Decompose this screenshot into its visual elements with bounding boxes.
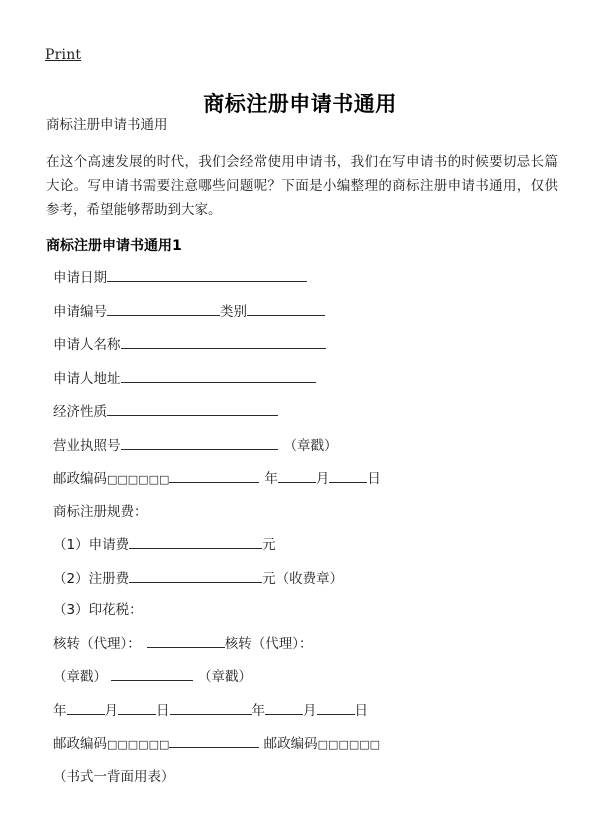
field-label: 经济性质 bbox=[53, 404, 107, 420]
field-label-secondary: 核转（代理）： bbox=[224, 635, 313, 652]
field-label: 申请日期 bbox=[53, 270, 107, 286]
intro-paragraph: 在这个高速发展的时代，我们会经常使用申请书，我们在写申请书的时候要切忌长篇大论。写申请书需要注意哪些问题呢？下面是小编整理的商标注册申请书通用，仅供参考，希望能够帮助到大家。 bbox=[46, 154, 558, 218]
field-label-year: 年 bbox=[264, 471, 278, 487]
field-suffix-unit: 元 bbox=[262, 537, 276, 553]
fill-in-line[interactable] bbox=[265, 701, 303, 715]
application-form-fields bbox=[46, 268, 558, 785]
fill-in-line[interactable] bbox=[121, 335, 326, 349]
fill-in-line[interactable] bbox=[129, 569, 262, 583]
field-label: 申请人名称 bbox=[53, 337, 121, 353]
field-label: 申请人地址 bbox=[53, 370, 121, 387]
form-row-application-date bbox=[53, 268, 558, 286]
field-label-month: 月 bbox=[315, 471, 330, 487]
form-row-economic-nature bbox=[53, 402, 558, 420]
fill-in-line[interactable] bbox=[107, 268, 307, 282]
fill-in-line[interactable] bbox=[278, 469, 316, 483]
form-row-footnote bbox=[53, 769, 558, 785]
field-label: （2）注册费 bbox=[53, 570, 130, 587]
field-label-year-2: 年 bbox=[251, 702, 265, 719]
fill-in-line[interactable] bbox=[67, 701, 105, 715]
postal-code-boxes[interactable]: □□□□□□ bbox=[107, 473, 170, 486]
field-label-secondary: 邮政编码 bbox=[259, 736, 318, 752]
fill-in-line[interactable] bbox=[170, 701, 252, 715]
field-label-secondary: 类别 bbox=[220, 303, 247, 320]
print-link[interactable]: Print bbox=[45, 47, 82, 63]
page-title: 商标注册申请书通用 bbox=[203, 92, 397, 117]
field-label-day-2: 日 bbox=[354, 702, 368, 719]
field-label: （1）申请费 bbox=[53, 537, 130, 553]
fill-in-line[interactable] bbox=[107, 402, 278, 416]
fill-in-line[interactable] bbox=[147, 634, 225, 648]
form-row-application-number bbox=[53, 302, 558, 320]
form-row-fee-heading bbox=[53, 504, 558, 520]
form-row-dates bbox=[53, 701, 558, 719]
document-subtitle: 商标注册申请书通用 bbox=[46, 117, 168, 133]
fill-in-line[interactable] bbox=[118, 701, 156, 715]
form-row-seal bbox=[53, 667, 558, 685]
fill-in-line[interactable] bbox=[169, 469, 259, 483]
field-label-day: 日 bbox=[367, 471, 381, 487]
field-label-month-2: 月 bbox=[303, 702, 317, 719]
section-heading: 商标注册申请书通用1 bbox=[46, 238, 182, 254]
form-row-applicant-address bbox=[53, 369, 558, 387]
field-label: （书式一背面用表） bbox=[53, 768, 175, 785]
field-label: 邮政编码 bbox=[53, 736, 107, 752]
field-suffix-seal: （章戳） bbox=[283, 437, 338, 454]
field-label: 商标注册规费： bbox=[53, 503, 148, 520]
form-row-transfer-agent bbox=[53, 634, 558, 652]
form-row-applicant-name bbox=[53, 335, 558, 353]
field-suffix-unit: 元（收费章） bbox=[262, 570, 344, 587]
field-label: 营业执照号 bbox=[53, 437, 121, 454]
field-label: （3）印花税： bbox=[53, 602, 143, 618]
field-label: 核转（代理）： bbox=[53, 635, 141, 652]
field-label: （章戳） bbox=[53, 669, 107, 685]
fill-in-line[interactable] bbox=[247, 302, 325, 316]
postal-code-boxes[interactable]: □□□□□□ bbox=[107, 738, 170, 751]
fill-in-line[interactable] bbox=[317, 701, 355, 715]
field-label-year: 年 bbox=[53, 702, 67, 719]
fill-in-line[interactable] bbox=[169, 734, 259, 748]
fill-in-line[interactable] bbox=[329, 469, 367, 483]
form-row-registration-fee bbox=[53, 569, 558, 587]
form-row-stamp-tax bbox=[53, 602, 558, 618]
form-row-postal-code-date bbox=[53, 469, 558, 488]
fill-in-line[interactable] bbox=[107, 302, 220, 316]
fill-in-line[interactable] bbox=[111, 667, 193, 681]
document-content bbox=[46, 114, 558, 785]
field-label: 邮政编码 bbox=[53, 471, 107, 487]
field-label-month: 月 bbox=[104, 702, 118, 719]
field-label-day: 日 bbox=[156, 702, 170, 719]
postal-code-boxes-2[interactable]: □□□□□□ bbox=[317, 738, 381, 751]
fill-in-line[interactable] bbox=[121, 369, 316, 383]
form-row-application-fee bbox=[53, 535, 558, 553]
fill-in-line[interactable] bbox=[129, 535, 262, 549]
field-label: 申请编号 bbox=[53, 303, 107, 320]
field-label-secondary: （章戳） bbox=[198, 669, 252, 685]
fill-in-line[interactable] bbox=[121, 436, 278, 450]
form-row-postal-codes bbox=[53, 734, 558, 753]
form-row-business-license bbox=[53, 436, 558, 454]
